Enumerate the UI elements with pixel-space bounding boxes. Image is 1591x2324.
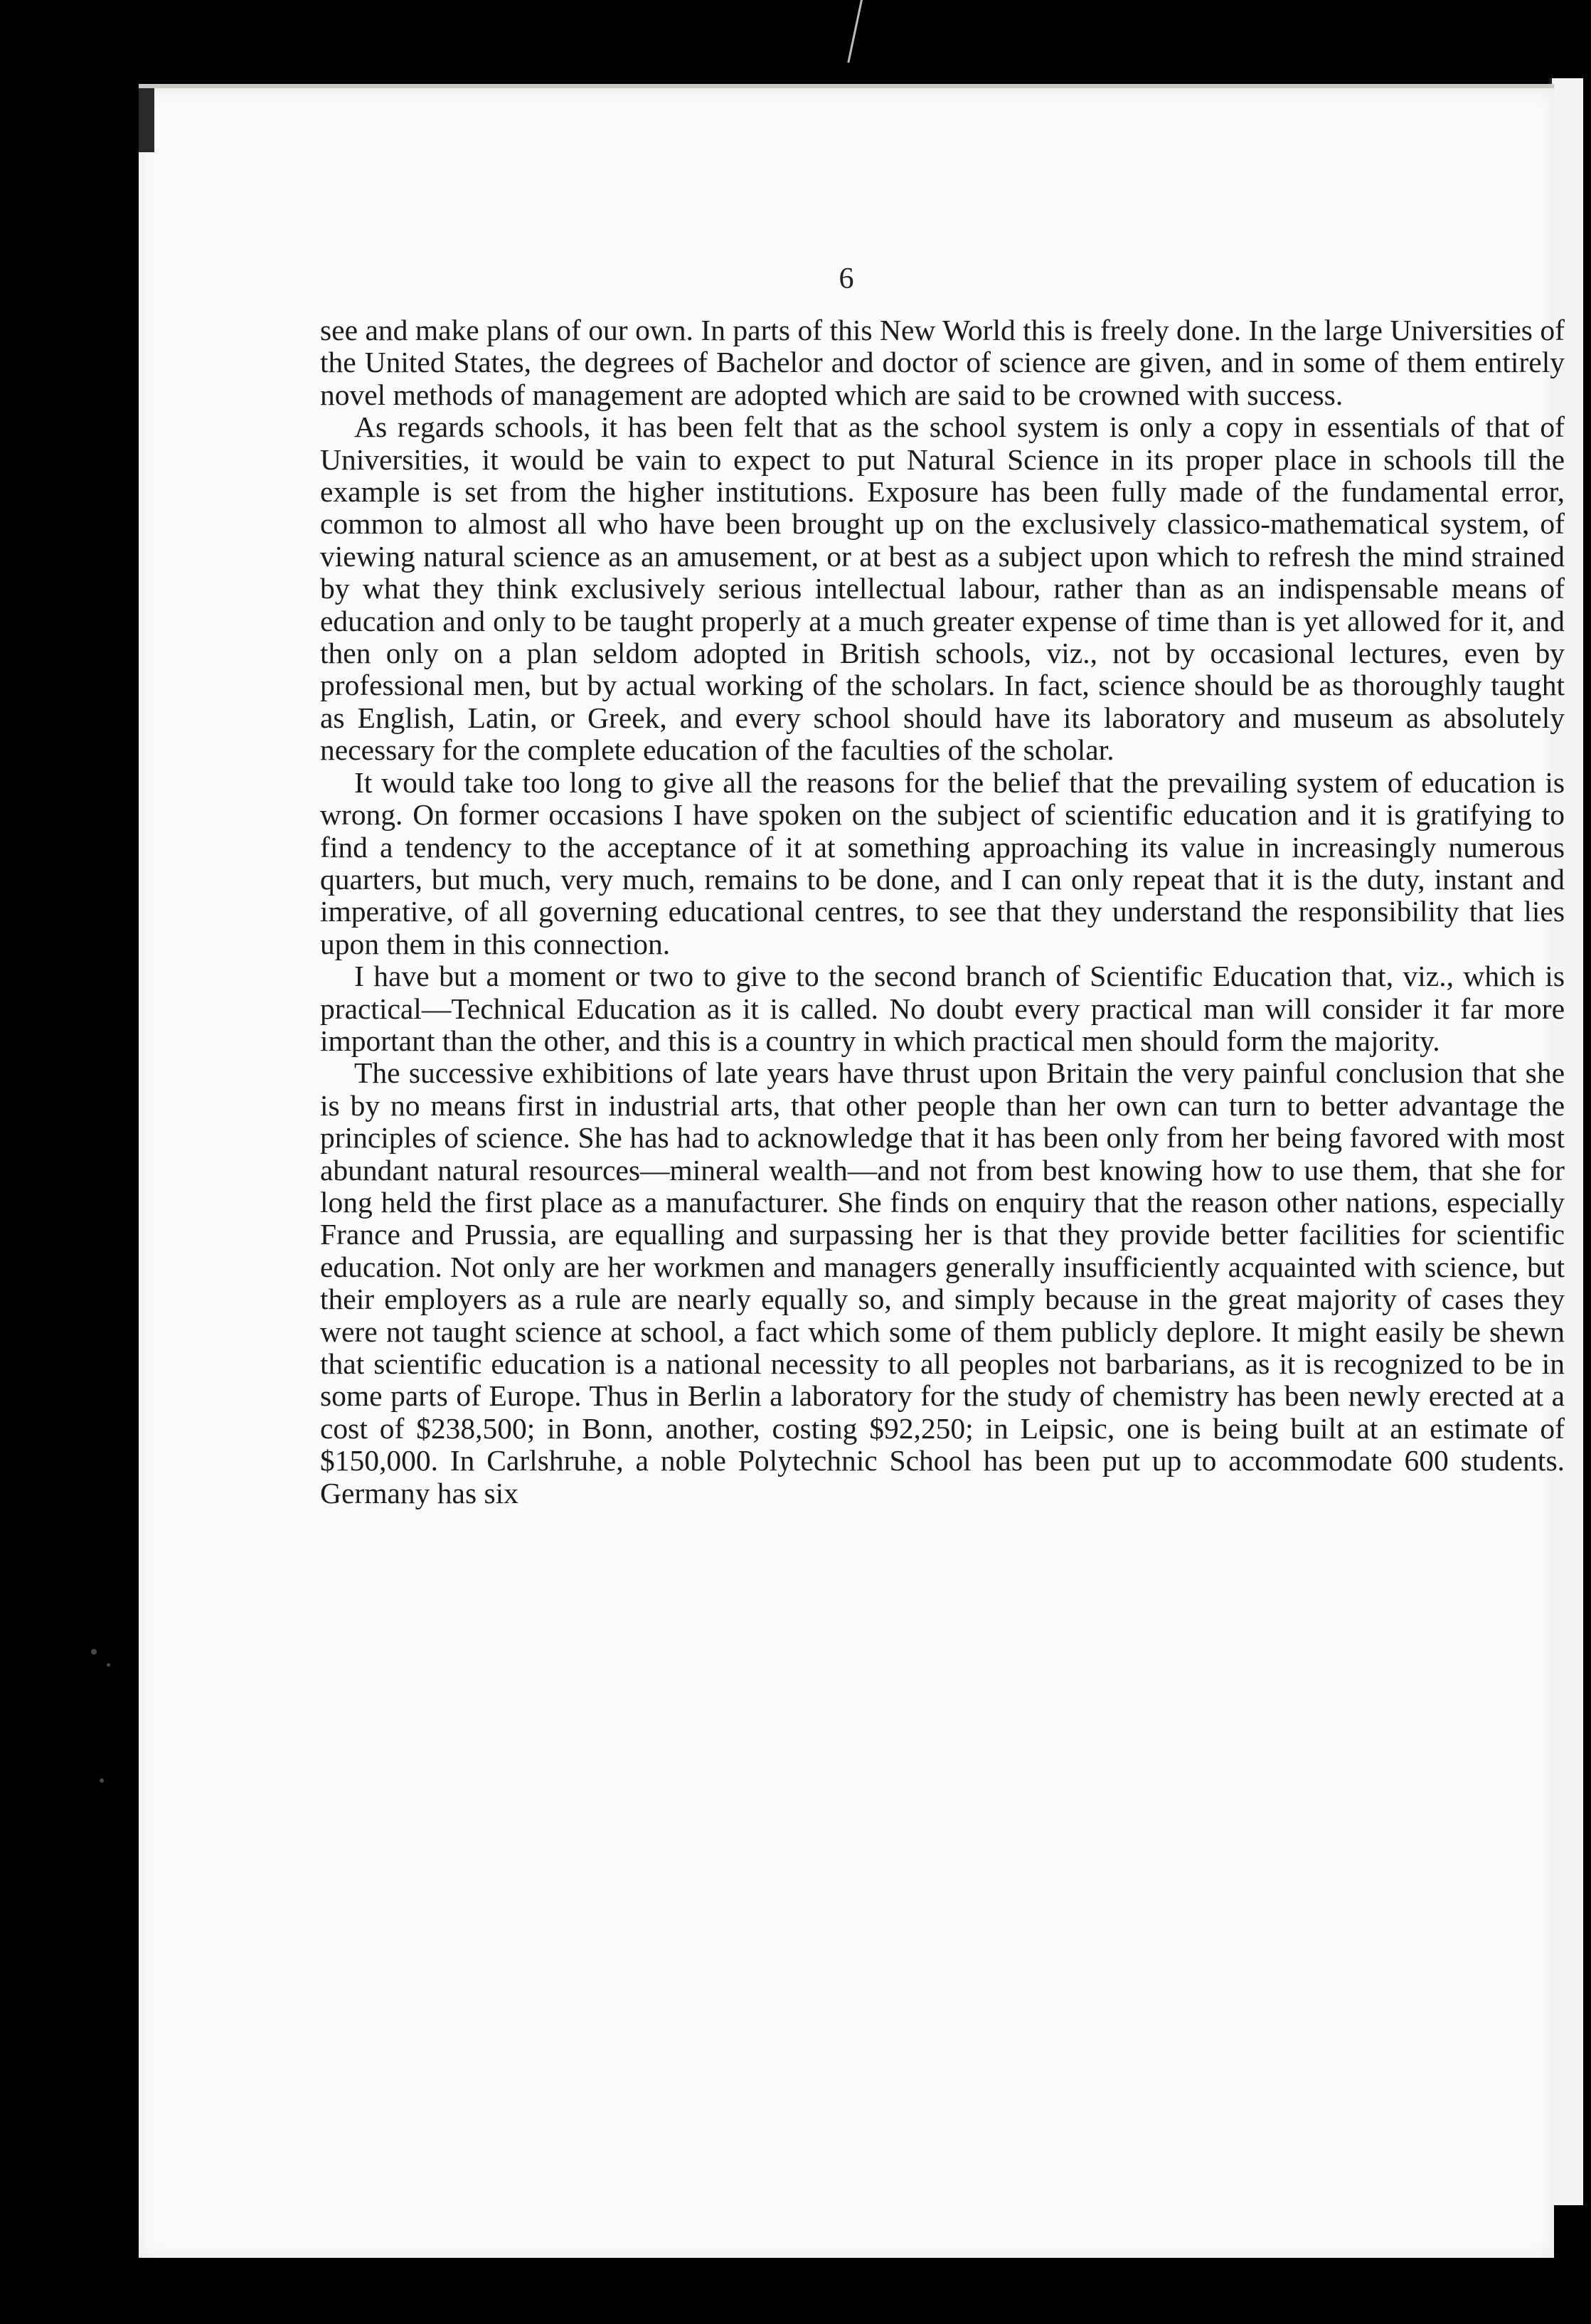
paragraph-technical-education: I have but a moment or two to give to the second branch of Scientific Education that, viz., which is practical—Technical Education as it is called. No doubt every practical man will consider it far more important than the other, and this is a country in which practical men should form the majority. — [320, 960, 1565, 1057]
page-corner-shadow — [139, 88, 154, 152]
page-number: 6 — [839, 262, 854, 295]
paragraph-schools: As regards schools, it has been felt that as the school system is only a copy in essentials of that of Universities, it would be vain to expect to put Natural Science in its proper place in schools till the example is set from the higher institutions. Exposure has been fully made of the fundamental error, common to almost all who have been brought up on the exclusively classico-mathematical system, of viewing natural science as an amusement, or at best as a subject upon which to refresh the mind strained by what they think exclusively serious intellectual labour, rather than as an indispensable means of education and only to be taught properly at a much greater expense of time than is yet allowed for it, and then only on a plan seldom adopted in British schools, viz., not by occasional lectures, even by professional men, but by actual working of the scholars. In fact, science should be as thoroughly taught as English, Latin, or Greek, and every school should have its laboratory and museum as absolutely necessary for the complete education of the faculties of the scholar. — [320, 410, 1565, 767]
scan-edge-line — [847, 0, 863, 63]
paragraph-system-wrong: It would take too long to give all the reasons for the belief that the prevailing system of education is wrong. On former occasions I have spoken on the subject of scientific education and it is gratifying to find a tendency to the acceptance of it at something approaching its value in increasingly numerous quarters, but much, very much, remains to be done, and I can only repeat that it is the duty, instant and imperative, of all governing educational centres, to see that they understand the responsibility that lies upon them in this connection. — [320, 765, 1565, 960]
paragraph-continuation: see and make plans of our own. In parts of this New World this is freely done. In the large Universities of the United States, the degrees of Bachelor and doctor of science are given, and in some of them entirely novel methods of management are adopted which are said to be crowned with success. — [320, 314, 1565, 411]
scan-speck — [91, 1649, 97, 1655]
body-text — [320, 314, 1565, 1509]
scan-speck — [100, 1778, 104, 1783]
paragraph-exhibitions: The successive exhibitions of late years have thrust upon Britain the very painful conclusion that she is by no means first in industrial arts, that other people than her own can turn to better advantage the principles of science. She has had to acknowledge that it has been only from her being favored with most abundant natural resources—mineral wealth—and not from best knowing how to use them, that she for long held the first place as a manufacturer. She finds on enquiry that the reason other nations, especially France and Prussia, are equalling and surpassing her is that they provide better facilities for scientific education. Not only are her workmen and managers generally insufficiently acquainted with science, but their employers as a rule are nearly equally so, and simply because in the great majority of cases they were not taught science at school, a fact which some of them publicly deplore. It might easily be shewn that scientific education is a national necessity to all peoples not barbarians, as it is recognized to be in some parts of Europe. Thus in Berlin a laboratory for the study of chemistry has been newly erected at a cost of $238,500; in Bonn, another, costing $92,250; in Leipsic, one is being built at an estimate of $150,000. In Carlshruhe, a noble Polytechnic School has been put up to accommodate 600 students. Germany has six — [320, 1056, 1565, 1509]
scan-speck — [107, 1663, 110, 1667]
document-page — [139, 84, 1565, 2258]
